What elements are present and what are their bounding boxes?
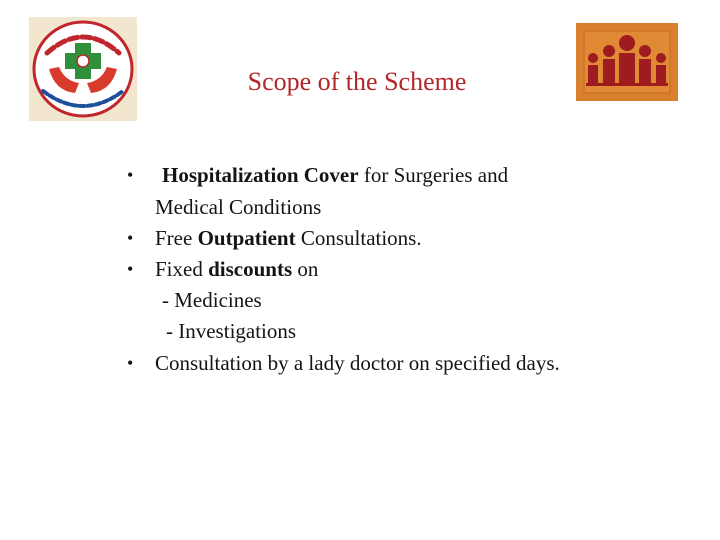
bullet-marker: • xyxy=(127,353,134,373)
sub-item-investigations: - Investigations xyxy=(166,319,297,343)
bullet-outpatient xyxy=(155,225,422,251)
text: Fixed xyxy=(155,257,209,281)
bullet-hospitalization xyxy=(162,162,508,188)
bullet-marker: • xyxy=(127,228,134,248)
bold-text: Hospitalization Cover xyxy=(162,163,359,187)
bullet-discounts xyxy=(155,256,318,282)
bullet-marker: • xyxy=(127,165,134,185)
slide-title: Scope of the Scheme xyxy=(247,67,467,96)
bold-text: Outpatient xyxy=(197,226,296,250)
text: Consultations. xyxy=(295,226,422,250)
sub-item-medicines: - Medicines xyxy=(162,288,262,312)
text: for Surgeries and xyxy=(358,163,509,187)
bullet-continuation: Medical Conditions xyxy=(155,195,322,219)
bold-text: discounts xyxy=(208,257,293,281)
text: Free xyxy=(155,226,198,250)
bullet-marker: • xyxy=(127,259,134,279)
text: on xyxy=(292,257,319,281)
bullet-lady-doctor: Consultation by a lady doctor on specified days. xyxy=(155,351,560,375)
